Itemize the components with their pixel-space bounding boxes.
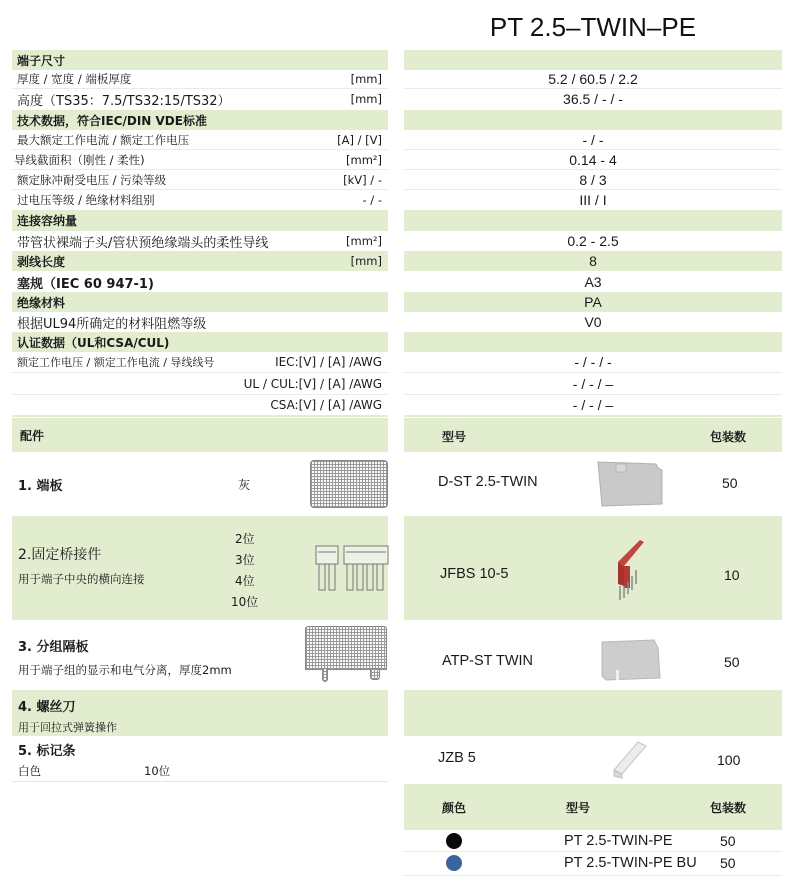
partition-plate-drawing-icon: [305, 626, 387, 670]
spec-row-impulse-voltage: [12, 170, 388, 190]
accessory-marker-strip: [12, 736, 388, 782]
value-row-section: [404, 332, 782, 352]
accessory-row-marker-strip: [404, 736, 782, 782]
accessory-row-bridge: [404, 516, 782, 620]
position-option: 10位: [231, 595, 259, 609]
spec-value: 0.14 - 4: [569, 151, 617, 168]
color-column-header: 颜色: [442, 801, 467, 815]
spec-row-overvoltage: [12, 190, 388, 210]
accessory-title: 1. 端板: [18, 479, 63, 494]
section-tech-data: [12, 110, 388, 130]
bridge-drawing-icon: [314, 544, 394, 594]
accessory-row-screwdriver: [404, 690, 782, 736]
value-row-gauge: [404, 272, 782, 292]
spec-unit: [A] / [V]: [337, 132, 382, 147]
spec-row-insulation: [12, 292, 388, 312]
section-label: 技术数据，符合IEC/DIN VDE标准: [17, 113, 207, 128]
spec-value: - / - / –: [572, 397, 614, 413]
spec-row-strip-length: [12, 251, 388, 271]
spec-unit: [mm]: [350, 254, 382, 268]
qty-column-header: 包装数: [710, 801, 747, 815]
spec-value: 0.2 - 2.5: [567, 233, 619, 249]
spec-unit: UL / CUL:[V] / [A] /AWG: [243, 376, 382, 391]
section-certification: [12, 332, 388, 352]
color-swatch-blue-icon: [446, 855, 462, 871]
spec-label: 额定工作电压 / 额定工作电流 / 导线线号: [17, 356, 215, 369]
section-label: 认证数据（UL和CSA/CUL): [17, 335, 170, 350]
spec-row-flammability: [12, 312, 388, 332]
product-title: PT 2.5–TWIN–PE: [489, 12, 697, 42]
value-row-flexible-conductor: [404, 231, 782, 251]
value-row-flammability: [404, 312, 782, 332]
part-number: PT 2.5-TWIN-PE BU: [564, 855, 697, 871]
spec-label: 根据UL94所确定的材料阻燃等级: [17, 316, 207, 332]
accessories-header-label: 配件: [20, 428, 45, 443]
spec-value: III / I: [579, 192, 607, 208]
accessory-title: 4. 螺丝刀: [18, 700, 76, 715]
spec-label: 最大额定工作电流 / 额定工作电压: [17, 132, 190, 147]
spec-row-flexible-conductor: [12, 231, 388, 251]
section-label: 连接容纳量: [17, 214, 78, 228]
part-number: ATP-ST TWIN: [442, 653, 534, 669]
value-row-section: [404, 110, 782, 130]
part-number: JFBS 10-5: [440, 566, 509, 582]
accessory-row-partition-plate: [404, 622, 782, 688]
section-connection-capacity: [12, 210, 388, 231]
variant-row: [404, 830, 782, 852]
position-option: 2位: [235, 532, 255, 546]
accessory-subtitle: 用于端子中央的横向连接: [18, 572, 145, 586]
accessory-subtitle: 用于端子组的显示和电气分离，厚度2mm: [18, 663, 232, 677]
spec-label: 绝缘材料: [17, 295, 66, 310]
spec-unit: [mm²]: [346, 234, 382, 248]
accessory-color: 白色: [18, 764, 41, 778]
value-row-thickness: [404, 70, 782, 89]
spec-row-gauge: [12, 272, 388, 292]
accessory-positions: 10位: [144, 764, 171, 778]
spec-values-column: [404, 0, 782, 893]
spec-unit: CSA:[V] / [A] /AWG: [270, 398, 382, 412]
value-row-cert-csa: [404, 395, 782, 417]
spec-value: 5.2 / 60.5 / 2.2: [548, 71, 638, 87]
spec-label: 带管状裸端子头/管状预绝缘端头的柔性导线: [17, 235, 269, 251]
spec-row-max-current: [12, 130, 388, 150]
end-plate-drawing-icon: [310, 460, 388, 508]
package-qty: 50: [720, 855, 736, 871]
value-row-max-current: [404, 130, 782, 150]
accessory-subtitle: 用于回拉式弹簧操作: [18, 721, 117, 734]
partition-plate-foot-icon: [322, 668, 328, 682]
spec-row-cert-ul: [12, 373, 388, 395]
value-row-cert-ul: [404, 373, 782, 395]
marker-strip-photo-icon: [610, 738, 650, 780]
partition-plate-photo-icon: [598, 638, 664, 682]
accessory-title: 5. 标记条: [18, 744, 76, 759]
spec-value: A3: [584, 274, 602, 290]
spec-row-height: [12, 89, 388, 109]
spec-label: 过电压等级 / 绝缘材料组别: [17, 193, 155, 207]
spec-row-thickness: [12, 70, 388, 89]
package-qty: 50: [720, 833, 736, 849]
partition-plate-foot-icon: [370, 668, 380, 680]
spec-value: PA: [584, 294, 602, 310]
value-row-overvoltage: [404, 190, 782, 210]
spec-value: - / - / –: [572, 375, 614, 392]
spec-label: 高度（TS35：7.5/TS32:15/TS32）: [17, 93, 231, 109]
spec-unit: [mm]: [350, 92, 382, 106]
accessory-partition-plate: [12, 622, 388, 688]
spec-value: 8 / 3: [579, 171, 607, 188]
section-label: 端子尺寸: [17, 53, 66, 68]
spec-label: 剥线长度: [17, 254, 66, 269]
value-row-section: [404, 210, 782, 231]
part-number: JZB 5: [438, 750, 476, 766]
value-row-insulation: [404, 292, 782, 312]
section-terminal-dimensions: [12, 50, 388, 70]
accessory-end-plate: [12, 452, 388, 514]
accessory-bridge: [12, 516, 388, 620]
spec-unit: [mm²]: [346, 152, 382, 167]
package-qty: 100: [717, 752, 741, 768]
accessory-color: 灰: [238, 478, 251, 492]
accessory-screwdriver: [12, 690, 388, 736]
value-row-section: [404, 50, 782, 70]
spec-value: 8: [589, 253, 597, 269]
package-qty: 10: [724, 567, 740, 583]
value-row-cert-iec: [404, 352, 782, 373]
spec-label: 厚度 / 宽度 / 端板厚度: [17, 72, 132, 86]
position-option: 3位: [235, 553, 255, 567]
spec-row-cert-iec: [12, 352, 388, 373]
value-row-strip-length: [404, 251, 782, 271]
spec-label: 额定脉冲耐受电压 / 污染等级: [17, 172, 167, 187]
end-plate-photo-icon: [596, 458, 670, 508]
spec-value: 36.5 / - / -: [563, 91, 623, 107]
type-column-header: 型号: [566, 801, 591, 815]
color-swatch-black-icon: [446, 833, 462, 849]
package-qty: 50: [724, 654, 740, 670]
position-option: 4位: [235, 574, 255, 588]
accessory-title: 2.固定桥接件: [18, 547, 102, 563]
package-qty: 50: [722, 475, 738, 491]
spec-value: - / - / -: [574, 354, 612, 370]
value-row-height: [404, 89, 782, 109]
spec-value: V0: [584, 314, 602, 330]
part-number: D-ST 2.5-TWIN: [438, 474, 538, 490]
spec-labels-column: [12, 0, 388, 893]
type-column-header: 型号: [442, 430, 467, 444]
spec-label: 导线截面积（刚性 / 柔性): [14, 152, 145, 167]
value-row-impulse-voltage: [404, 170, 782, 190]
accessory-title: 3. 分组隔板: [18, 640, 89, 655]
spec-value: - / -: [582, 131, 604, 148]
bridge-photo-icon: [614, 536, 648, 602]
part-number: PT 2.5-TWIN-PE: [564, 833, 673, 849]
spec-row-cross-section: [12, 150, 388, 170]
value-row-cross-section: [404, 150, 782, 170]
accessory-row-end-plate: [404, 452, 782, 514]
qty-column-header: 包装数: [710, 430, 747, 444]
spec-unit: [mm]: [350, 72, 382, 86]
spec-row-cert-csa: [12, 395, 388, 417]
variant-row: [404, 852, 782, 876]
spec-unit: [kV] / -: [343, 172, 382, 187]
spec-unit: - / -: [362, 193, 382, 207]
variants-table-header: [404, 784, 782, 830]
spec-label: 塞规（IEC 60 947-1): [17, 276, 154, 292]
spec-unit: IEC:[V] / [A] /AWG: [275, 355, 382, 369]
accessories-header: [12, 418, 388, 452]
accessories-table-header: [404, 418, 782, 452]
